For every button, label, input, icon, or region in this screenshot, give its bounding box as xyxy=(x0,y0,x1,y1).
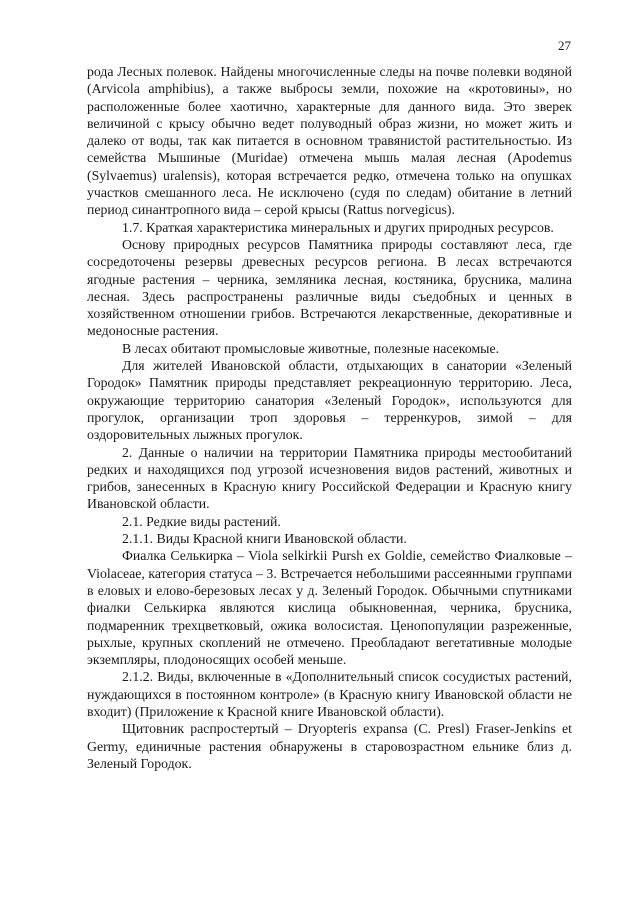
section-heading: 2.1. Редкие виды растений. xyxy=(122,513,281,529)
document-body xyxy=(87,63,572,772)
paragraph: Для жителей Ивановской области, отдыхающих в санатории «Зеленый Городок» Памятник природы представляет рекреационную территорию. Леса, окружающие территорию санатория «Зеленый Городок», используются для прогулок, организации троп здоровья – терренкуров, зимой – для оздоровительных лыжных прогулок. xyxy=(87,358,572,443)
paragraph: В лесах обитают промысловые животные, полезные насекомые. xyxy=(122,340,500,356)
section-heading: 2.1.1. Виды Красной книги Ивановской области. xyxy=(122,531,407,547)
section-heading: 1.7. Краткая характеристика минеральных и других природных ресурсов. xyxy=(122,219,554,235)
page-number: 27 xyxy=(558,38,571,53)
section-heading: 2.1.2. Виды, включенные в «Дополнительный список сосудистых растений, нуждающихся в постоянном контроле» (в Красную книгу Ивановской области не входит) (Приложение к Красной книге Ивановской области). xyxy=(87,669,572,719)
section-heading: 2. Данные о наличии на территории Памятника природы местообитаний редких и находящихся под угрозой исчезновения видов растений, животных и грибов, занесенных в Красную книгу Российской Федерации и Красную книгу Ивановской области. xyxy=(87,444,572,512)
paragraph: Щитовник распростертый – Dryopteris expansa (C. Presl) Fraser-Jenkins et Germy, единичные растения обнаружены в старовозрастном ельнике близ д. Зеленый Городок. xyxy=(87,721,572,771)
paragraph: Фиалка Селькирка – Viola selkirkii Pursh ex Goldie, семейство Фиалковые – Violaceae, категория статуса – 3. Встречается небольшими рассеянными группами в еловых и елово-березовых лесах у д. Зеленый Городок. Обычными спутниками фиалки Селькирка являются кислица обыкновенная, черника, брусника, подмаренник трехцветковый, ожика волосистая. Ценопопуляции разреженные, рыхлые, крупных скоплений не отмечено. Преобладают вегетативные молодые экземпляры, плодоносящих особей меньше. xyxy=(87,548,572,668)
paragraph: рода Лесных полевок. Найдены многочисленные следы на почве полевки водяной (Arvicola amphibius), а также выбросы земли, похожие на «кротовины», но расположенные более хаотично, характерные для данного вида. Это зверек величиной с крысу обычно ведет полуводный образ жизни, но может жить и далеко от воды, так как питается в основном травянистой растительностью. Из семейства Мышиные (Muridae) отмечена мышь малая лесная (Apodemus (Sylvaemus) uralensis), которая встречается редко, отмечена только на опушках участков смешанного леса. Не исключено (судя по следам) обитание в летний период синантропного вида – серой крысы (Rattus norvegicus). xyxy=(87,64,572,218)
paragraph: Основу природных ресурсов Памятника природы составляют леса, где сосредоточены резервы древесных ресурсов региона. В лесах встречаются ягодные растения – черника, земляника лесная, костяника, брусника, малина лесная. Здесь распространены различные виды съедобных и ценных в хозяйственном отношении грибов. Встречаются лекарственные, декоративные и медоносные растения. xyxy=(87,236,572,339)
